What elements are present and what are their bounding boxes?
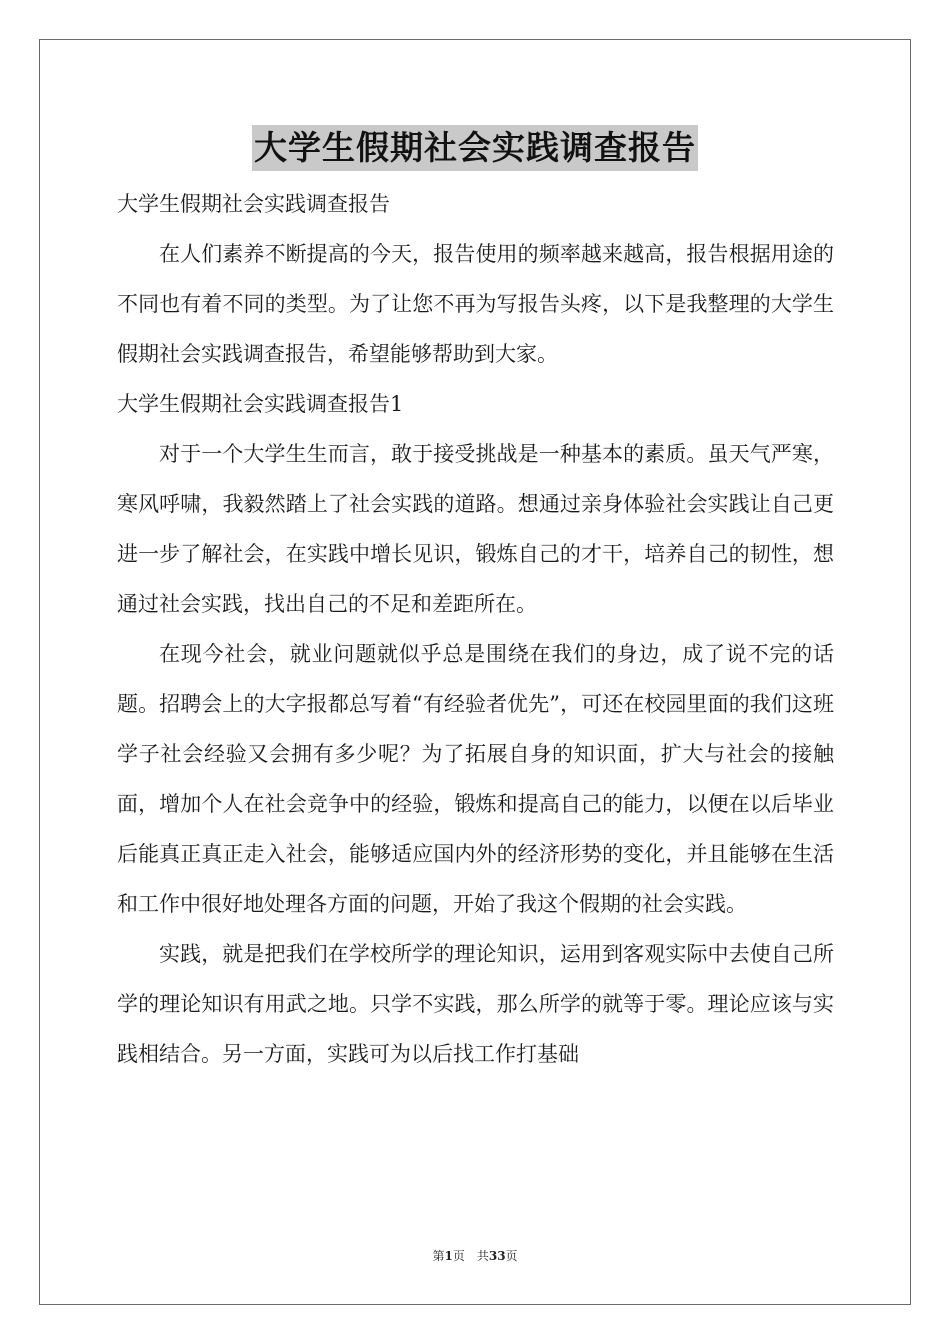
document-body <box>117 179 834 1079</box>
page-footer <box>0 1247 950 1264</box>
body-paragraph: 对于一个大学生生而言，敢于接受挑战是一种基本的素质。虽天气严寒，寒风呼啸，我毅然踏上了社会实践的道路。想通过亲身体验社会实践让自己更进一步了解社会，在实践中增长见识，锻炼自己的才干，培养自己的韧性，想通过社会实践，找出自己的不足和差距所在。 <box>117 442 834 616</box>
page-prefix: 第 <box>432 1249 445 1263</box>
page-suffix: 页 <box>452 1249 465 1263</box>
total-suffix: 页 <box>505 1249 518 1263</box>
body-paragraph: 在现今社会，就业问题就似乎总是围绕在我们的身边，成了说不完的话题。招聘会上的大字报都总写着“有经验者优先”，可还在校园里面的我们这班学子社会经验又会拥有多少呢？为了拓展自身的知识面，扩大与社会的接触面，增加个人在社会竞争中的经验，锻炼和提高自己的能力，以便在以后毕业后能真正真正走入社会，能够适应国内外的经济形势的变化，并且能够在生活和工作中很好地处理各方面的问题，开始了我这个假期的社会实践。 <box>117 642 834 916</box>
current-page-number: 1 <box>444 1249 453 1263</box>
title-container <box>0 125 950 171</box>
intro-paragraph: 在人们素养不断提高的今天，报告使用的频率越来越高，报告根据用途的不同也有着不同的类型。为了让您不再为写报告头疼，以下是我整理的大学生假期社会实践调查报告，希望能够帮助到大家。 <box>117 242 834 366</box>
document-title: 大学生假期社会实践调查报告 <box>252 125 698 171</box>
section-heading: 大学生假期社会实践调查报告1 <box>117 392 404 416</box>
total-prefix: 共 <box>476 1249 489 1263</box>
total-page-count: 33 <box>488 1249 506 1263</box>
body-paragraph: 实践，就是把我们在学校所学的理论知识，运用到客观实际中去使自己所学的理论知识有用武之地。只学不实践，那么所学的就等于零。理论应该与实践相结合。另一方面，实践可为以后找工作打基础 <box>117 942 834 1066</box>
document-subtitle: 大学生假期社会实践调查报告 <box>117 192 390 216</box>
